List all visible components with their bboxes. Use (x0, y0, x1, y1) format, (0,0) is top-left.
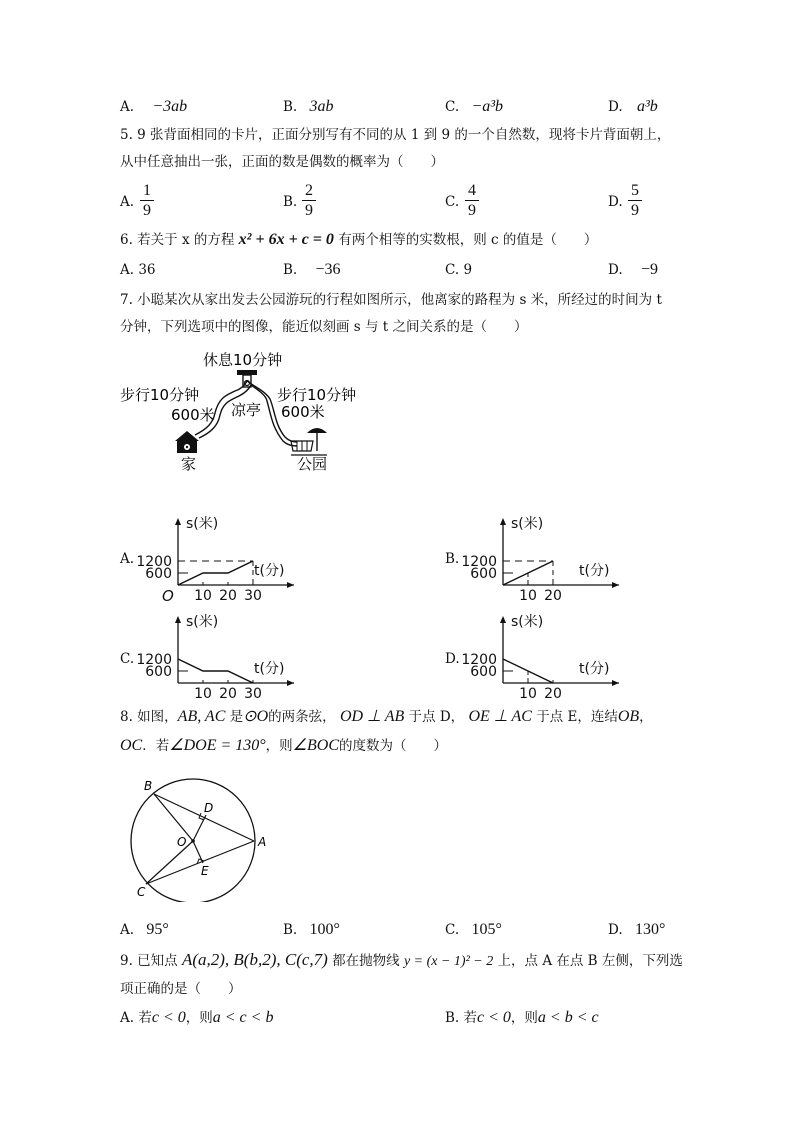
option-value: 100° (309, 921, 340, 938)
option-letter: B. (283, 922, 298, 938)
y-axis-label: s(米) (511, 516, 544, 532)
numerator: 4 (468, 182, 476, 199)
q9-points: A(a,2), B(b,2), C(c,7) (181, 950, 328, 969)
q9-line-2: 项正确的是（ ） (120, 981, 242, 997)
q9-text: 都在抛物线 (332, 953, 400, 969)
series-line (178, 659, 253, 683)
x-axis-arrow (287, 680, 294, 686)
q7-graph-a (136, 512, 296, 602)
q9-text: 9. 已知点 (120, 953, 178, 969)
q4-option-c (445, 98, 503, 116)
map-walk-right-label: 步行10分钟 (277, 386, 357, 404)
option-value: 95° (146, 921, 169, 938)
option-letter: B. (283, 262, 298, 278)
option-letter: A. (120, 922, 135, 938)
y-tick-label-600: 600 (470, 566, 497, 582)
q5-option-b-letter: B. (283, 194, 298, 210)
q8-text: ，则 (265, 738, 293, 754)
x-tick-label-20: 20 (219, 686, 237, 700)
map-rest-label: 休息10分钟 (203, 351, 283, 369)
x-tick-label-10: 10 (519, 588, 537, 602)
option-math: a < c < b (212, 1009, 274, 1026)
x-tick-label-20: 20 (544, 588, 562, 602)
x-tick-label-20: 20 (544, 686, 562, 700)
x-axis-arrow (287, 582, 294, 588)
q8-math: OE ⊥ AC (468, 708, 532, 725)
option-text: ，则 (510, 1010, 538, 1026)
q5-option-d-letter: D. (608, 194, 623, 210)
option-value: −36 (315, 261, 341, 278)
q4-option-d (608, 98, 658, 116)
q8-line-2 (120, 737, 447, 755)
x-axis-label: t(分) (579, 661, 610, 677)
denominator: 9 (468, 202, 476, 219)
option-value: 9 (463, 262, 473, 278)
park-icon (291, 428, 327, 455)
option-letter: A. (120, 1010, 135, 1026)
q8-text: ， (639, 709, 653, 725)
option-value: 105° (471, 921, 502, 938)
q7-option-d-letter: D. (445, 651, 460, 667)
q6-option-d (608, 261, 658, 279)
q8-text: 的两条弦， (268, 709, 336, 725)
y-axis-arrow (500, 518, 506, 525)
y-tick-label-1200: 1200 (461, 554, 497, 570)
q7-graph-c (136, 610, 296, 700)
option-letter: C. (445, 99, 460, 115)
y-tick-label-600: 600 (145, 566, 172, 582)
y-axis-arrow (500, 616, 506, 623)
option-value: −a³b (471, 98, 504, 115)
denominator: 9 (305, 202, 313, 219)
q8-line-1 (120, 708, 653, 726)
x-tick-label-10: 10 (519, 686, 537, 700)
q5-option-c-letter: C. (445, 194, 460, 210)
y-tick-label-1200: 1200 (136, 554, 172, 570)
q6-post: 有两个相等的实数根，则 c 的值是（ ） (338, 232, 598, 248)
q9-parabola: y = (x − 1)² − 2 (403, 954, 494, 969)
q5-option-c-fraction (465, 182, 479, 219)
option-value: 3ab (309, 98, 334, 115)
y-axis-arrow (175, 616, 181, 623)
option-text: 若 (463, 1010, 478, 1026)
q6-option-c (445, 261, 472, 279)
q5-option-b-fraction (302, 182, 316, 219)
q8-math: ⊙O (243, 708, 269, 725)
label-b: B (144, 779, 153, 793)
option-letter: D. (608, 262, 623, 278)
q8-math: AB, AC (177, 708, 226, 725)
q7-graph-d (461, 610, 621, 700)
map-home-label: 家 (181, 455, 197, 473)
option-value: 130° (634, 921, 666, 938)
q9-option-a (120, 1009, 273, 1027)
numerator: 1 (143, 182, 151, 199)
q9-option-b (445, 1009, 599, 1027)
origin-label: O (162, 587, 174, 602)
x-axis-arrow (612, 582, 619, 588)
x-axis-label: t(分) (254, 563, 285, 579)
option-value: −9 (640, 261, 658, 278)
q7-route-map (115, 345, 375, 475)
x-axis-label: t(分) (579, 563, 610, 579)
q8-math: OD ⊥ AB (339, 708, 405, 725)
y-tick-label-1200: 1200 (461, 652, 497, 668)
q5-option-a-fraction (140, 182, 154, 219)
x-tick-label-30: 30 (244, 588, 262, 602)
q7-option-b-letter: B. (445, 551, 460, 567)
map-park-label: 公园 (297, 455, 328, 473)
option-value: a³b (636, 98, 658, 115)
numerator: 5 (631, 182, 639, 199)
center-point (191, 839, 195, 843)
q8-text: 是 (229, 709, 244, 725)
q8-text: 8. 如图， (120, 709, 178, 725)
option-letter: C. (445, 922, 460, 938)
q8-math: OB (617, 708, 640, 725)
map-dist-right-label: 600米 (281, 403, 325, 421)
option-value: 36 (138, 262, 156, 278)
option-math: c < 0 (151, 1009, 186, 1026)
q6-option-b (283, 261, 341, 279)
denominator: 9 (631, 202, 639, 219)
pavilion-icon (237, 370, 257, 387)
q4-option-b (283, 98, 334, 116)
q8-option-b (283, 921, 340, 939)
option-letter: C. (445, 262, 460, 278)
label-e: E (201, 864, 209, 878)
y-axis-label: s(米) (511, 614, 544, 630)
segment-od (193, 815, 206, 841)
option-math: a < b < c (537, 1009, 599, 1026)
x-tick-label-30: 30 (244, 686, 262, 700)
q8-option-c (445, 921, 502, 939)
q5-option-a-letter: A. (120, 194, 135, 210)
map-walk-left-label: 步行10分钟 (120, 386, 200, 404)
chord-ac (146, 841, 254, 884)
q7-line-2: 分钟，下列选项中的图像，能近似刻画 s 与 t 之间关系的是（ ） (120, 319, 528, 335)
q8-math: OC (120, 737, 143, 754)
map-dist-left-label: 600米 (171, 406, 215, 424)
option-value: −3ab (152, 98, 188, 115)
denominator: 9 (143, 202, 151, 219)
y-tick-label-600: 600 (145, 664, 172, 680)
q8-text: 于点 D， (408, 709, 465, 725)
numerator: 2 (305, 182, 313, 199)
label-d: D (204, 801, 214, 815)
option-letter: A. (120, 262, 135, 278)
q6-equation: x² + 6x + c = 0 (238, 231, 334, 248)
q7-graph-b (461, 512, 621, 602)
x-tick-label-10: 10 (194, 588, 212, 602)
q9-line-1 (120, 951, 683, 971)
q5-line-1: 5. 9 张背面相同的卡片，正面分别写有不同的从 1 到 9 的一个自然数，现将卡片背面朝上， (120, 127, 671, 143)
option-math: c < 0 (477, 1009, 511, 1026)
y-tick-label-1200: 1200 (136, 652, 172, 668)
option-letter: D. (608, 99, 623, 115)
x-tick-label-10: 10 (194, 686, 212, 700)
q6-option-a (120, 261, 156, 279)
x-tick-label-20: 20 (219, 588, 237, 602)
q7-option-a-letter: A. (120, 551, 135, 567)
q8-option-d (608, 921, 665, 939)
map-pavilion-label: 凉亭 (231, 401, 262, 419)
q8-text: 的度数为（ ） (339, 738, 447, 754)
q8-math: ∠DOE = 130° (169, 737, 266, 754)
q6-pre: 6. 若关于 x 的方程 (120, 232, 235, 248)
label-o: O (177, 835, 187, 849)
y-axis-label: s(米) (186, 516, 219, 532)
series-line (178, 561, 253, 585)
q8-math: ∠BOC (292, 737, 339, 754)
y-tick-label-600: 600 (470, 664, 497, 680)
q7-line-1: 7. 小聪某次从家出发去公园游玩的行程如图所示，他离家的路程为 s 米，所经过的时间为 t (120, 292, 662, 308)
q5-line-2: 从中任意抽出一张，正面的数是偶数的概率为（ ） (120, 154, 444, 170)
label-c: C (137, 885, 146, 899)
q9-text: 上，点 A 在点 B 左侧，下列选 (497, 953, 683, 969)
q6-question (120, 231, 597, 249)
segment-ob (154, 794, 193, 841)
q8-text: ．若 (142, 738, 170, 754)
option-letter: B. (283, 99, 298, 115)
q8-option-a (120, 921, 169, 939)
y-axis-label: s(米) (186, 614, 219, 630)
q8-circle-figure (120, 772, 280, 902)
label-a: A (258, 835, 267, 849)
option-text: ，则 (185, 1010, 213, 1026)
option-letter: A. (120, 99, 135, 115)
q7-option-c-letter: C. (120, 651, 135, 667)
q4-option-a (120, 98, 187, 116)
option-letter: B. (445, 1010, 460, 1026)
x-axis-arrow (612, 680, 619, 686)
option-letter: D. (608, 922, 623, 938)
q8-text: 于点 E，连结 (536, 709, 618, 725)
q5-option-d-fraction (628, 182, 642, 219)
option-text: 若 (138, 1010, 152, 1026)
y-axis-arrow (175, 518, 181, 525)
x-axis-label: t(分) (254, 661, 285, 677)
